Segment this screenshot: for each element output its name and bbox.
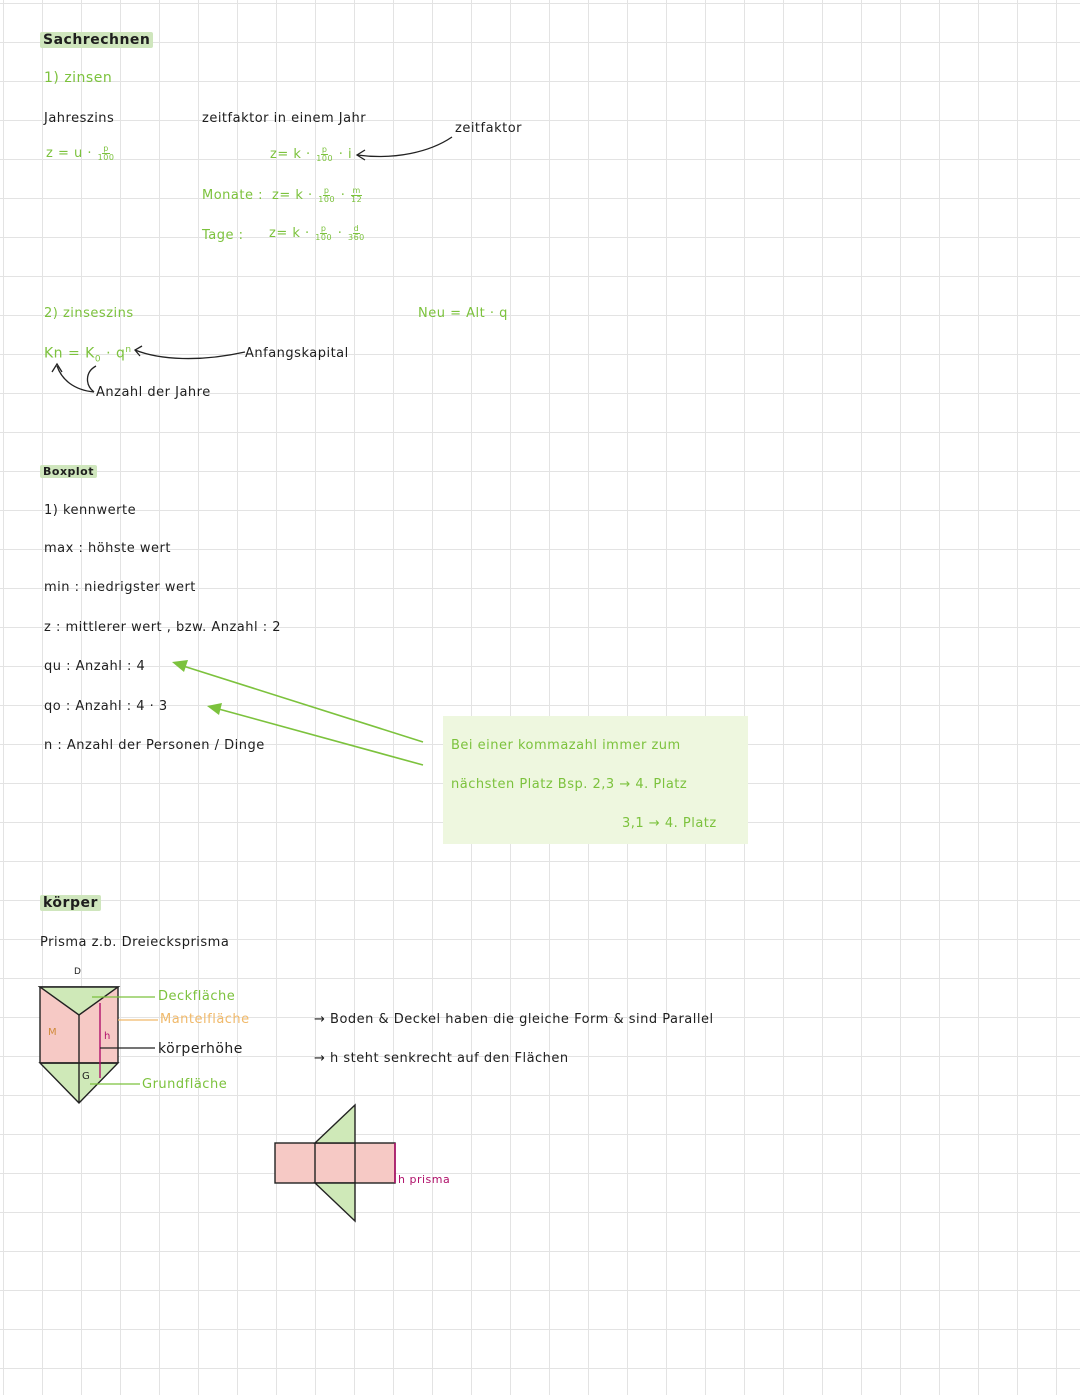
prism-label-m: M	[48, 1027, 58, 1038]
kennwert-z: z : mittlerer wert , bzw. Anzahl : 2	[44, 620, 282, 635]
rule-senkrecht: → h steht senkrecht auf den Flächen	[314, 1051, 569, 1066]
label-tage: Tage :	[202, 228, 244, 243]
prism-net	[275, 1105, 395, 1221]
formula-zinseszins: $Kn = K_0 \cdot q^n$	[44, 345, 132, 365]
kennwert-qo: qo : Anzahl : 4 · 3	[44, 699, 168, 714]
label-mantelflaeche: Mantelfläche	[160, 1012, 250, 1027]
section-title-koerper: körper	[40, 895, 101, 911]
prism-label-h: h	[104, 1031, 111, 1042]
label-anzahl-jahre: Anzahl der Jahre	[96, 385, 211, 400]
heading-zeitfaktor: zeitfaktor in einem Jahr	[202, 111, 367, 126]
label-h-prisma: h prisma	[398, 1173, 451, 1186]
kennwert-max: max : höhste wert	[44, 541, 171, 556]
label-grundflaeche: Grundfläche	[142, 1077, 228, 1092]
label-deckflaeche: Deckfläche	[158, 989, 236, 1004]
kennwert-n: n : Anzahl der Personen / Dinge	[44, 738, 265, 753]
label-zeitfaktor: zeitfaktor	[455, 121, 522, 136]
kennwert-qu: qu : Anzahl : 4	[44, 659, 146, 674]
kennwert-min: min : niedrigster wert	[44, 580, 196, 595]
zeitfaktor-arrow	[357, 137, 452, 156]
label-anfangskapital: Anfangskapital	[245, 346, 349, 361]
note-arrow-qo	[215, 708, 423, 765]
anfangskapital-arrow	[135, 350, 245, 359]
note-line-2: nächsten Platz Bsp. 2,3 → 4. Platz	[451, 777, 688, 792]
label-prisma: Prisma z.b. Dreiecksprisma	[40, 935, 230, 950]
label-monate: Monate :	[202, 188, 263, 203]
note-line-3: 3,1 → 4. Platz	[622, 816, 717, 831]
note-line-1: Bei einer kommazahl immer zum	[451, 738, 681, 753]
note-arrow-qu	[180, 665, 423, 742]
section-title-sachrechnen: Sachrechnen	[40, 32, 153, 48]
formula-zeitfaktor: z= k · $\frac{p}{100}$ · i	[270, 145, 353, 163]
rule-parallel: → Boden & Deckel haben die gleiche Form & sind Parallel	[314, 1012, 714, 1027]
heading-kennwerte: 1) kennwerte	[44, 503, 137, 518]
anzahl-jahre-arrow	[57, 366, 94, 392]
section-title-boxplot: Boxplot	[40, 465, 97, 478]
formula-neu-alt: Neu = Alt · q	[418, 306, 508, 321]
formula-tage: z= k · $\frac{p}{100}$ · $\frac{d}{360}$	[269, 224, 365, 242]
label-koerperhoehe: körperhöhe	[158, 1041, 243, 1057]
prism-label-g: G	[82, 1071, 91, 1082]
formula-monate: z= k · $\frac{p}{100}$ · $\frac{m}{12}$	[272, 186, 363, 204]
heading-zinseszins: 2) zinseszins	[44, 306, 134, 321]
label-jahreszins: Jahreszins	[44, 111, 115, 126]
prism-drawing	[40, 987, 158, 1103]
prism-label-d: D	[74, 967, 82, 977]
formula-jahreszins: z = u · $\frac{p}{100}$	[46, 144, 115, 162]
heading-zinsen: 1) zinsen	[44, 70, 113, 86]
